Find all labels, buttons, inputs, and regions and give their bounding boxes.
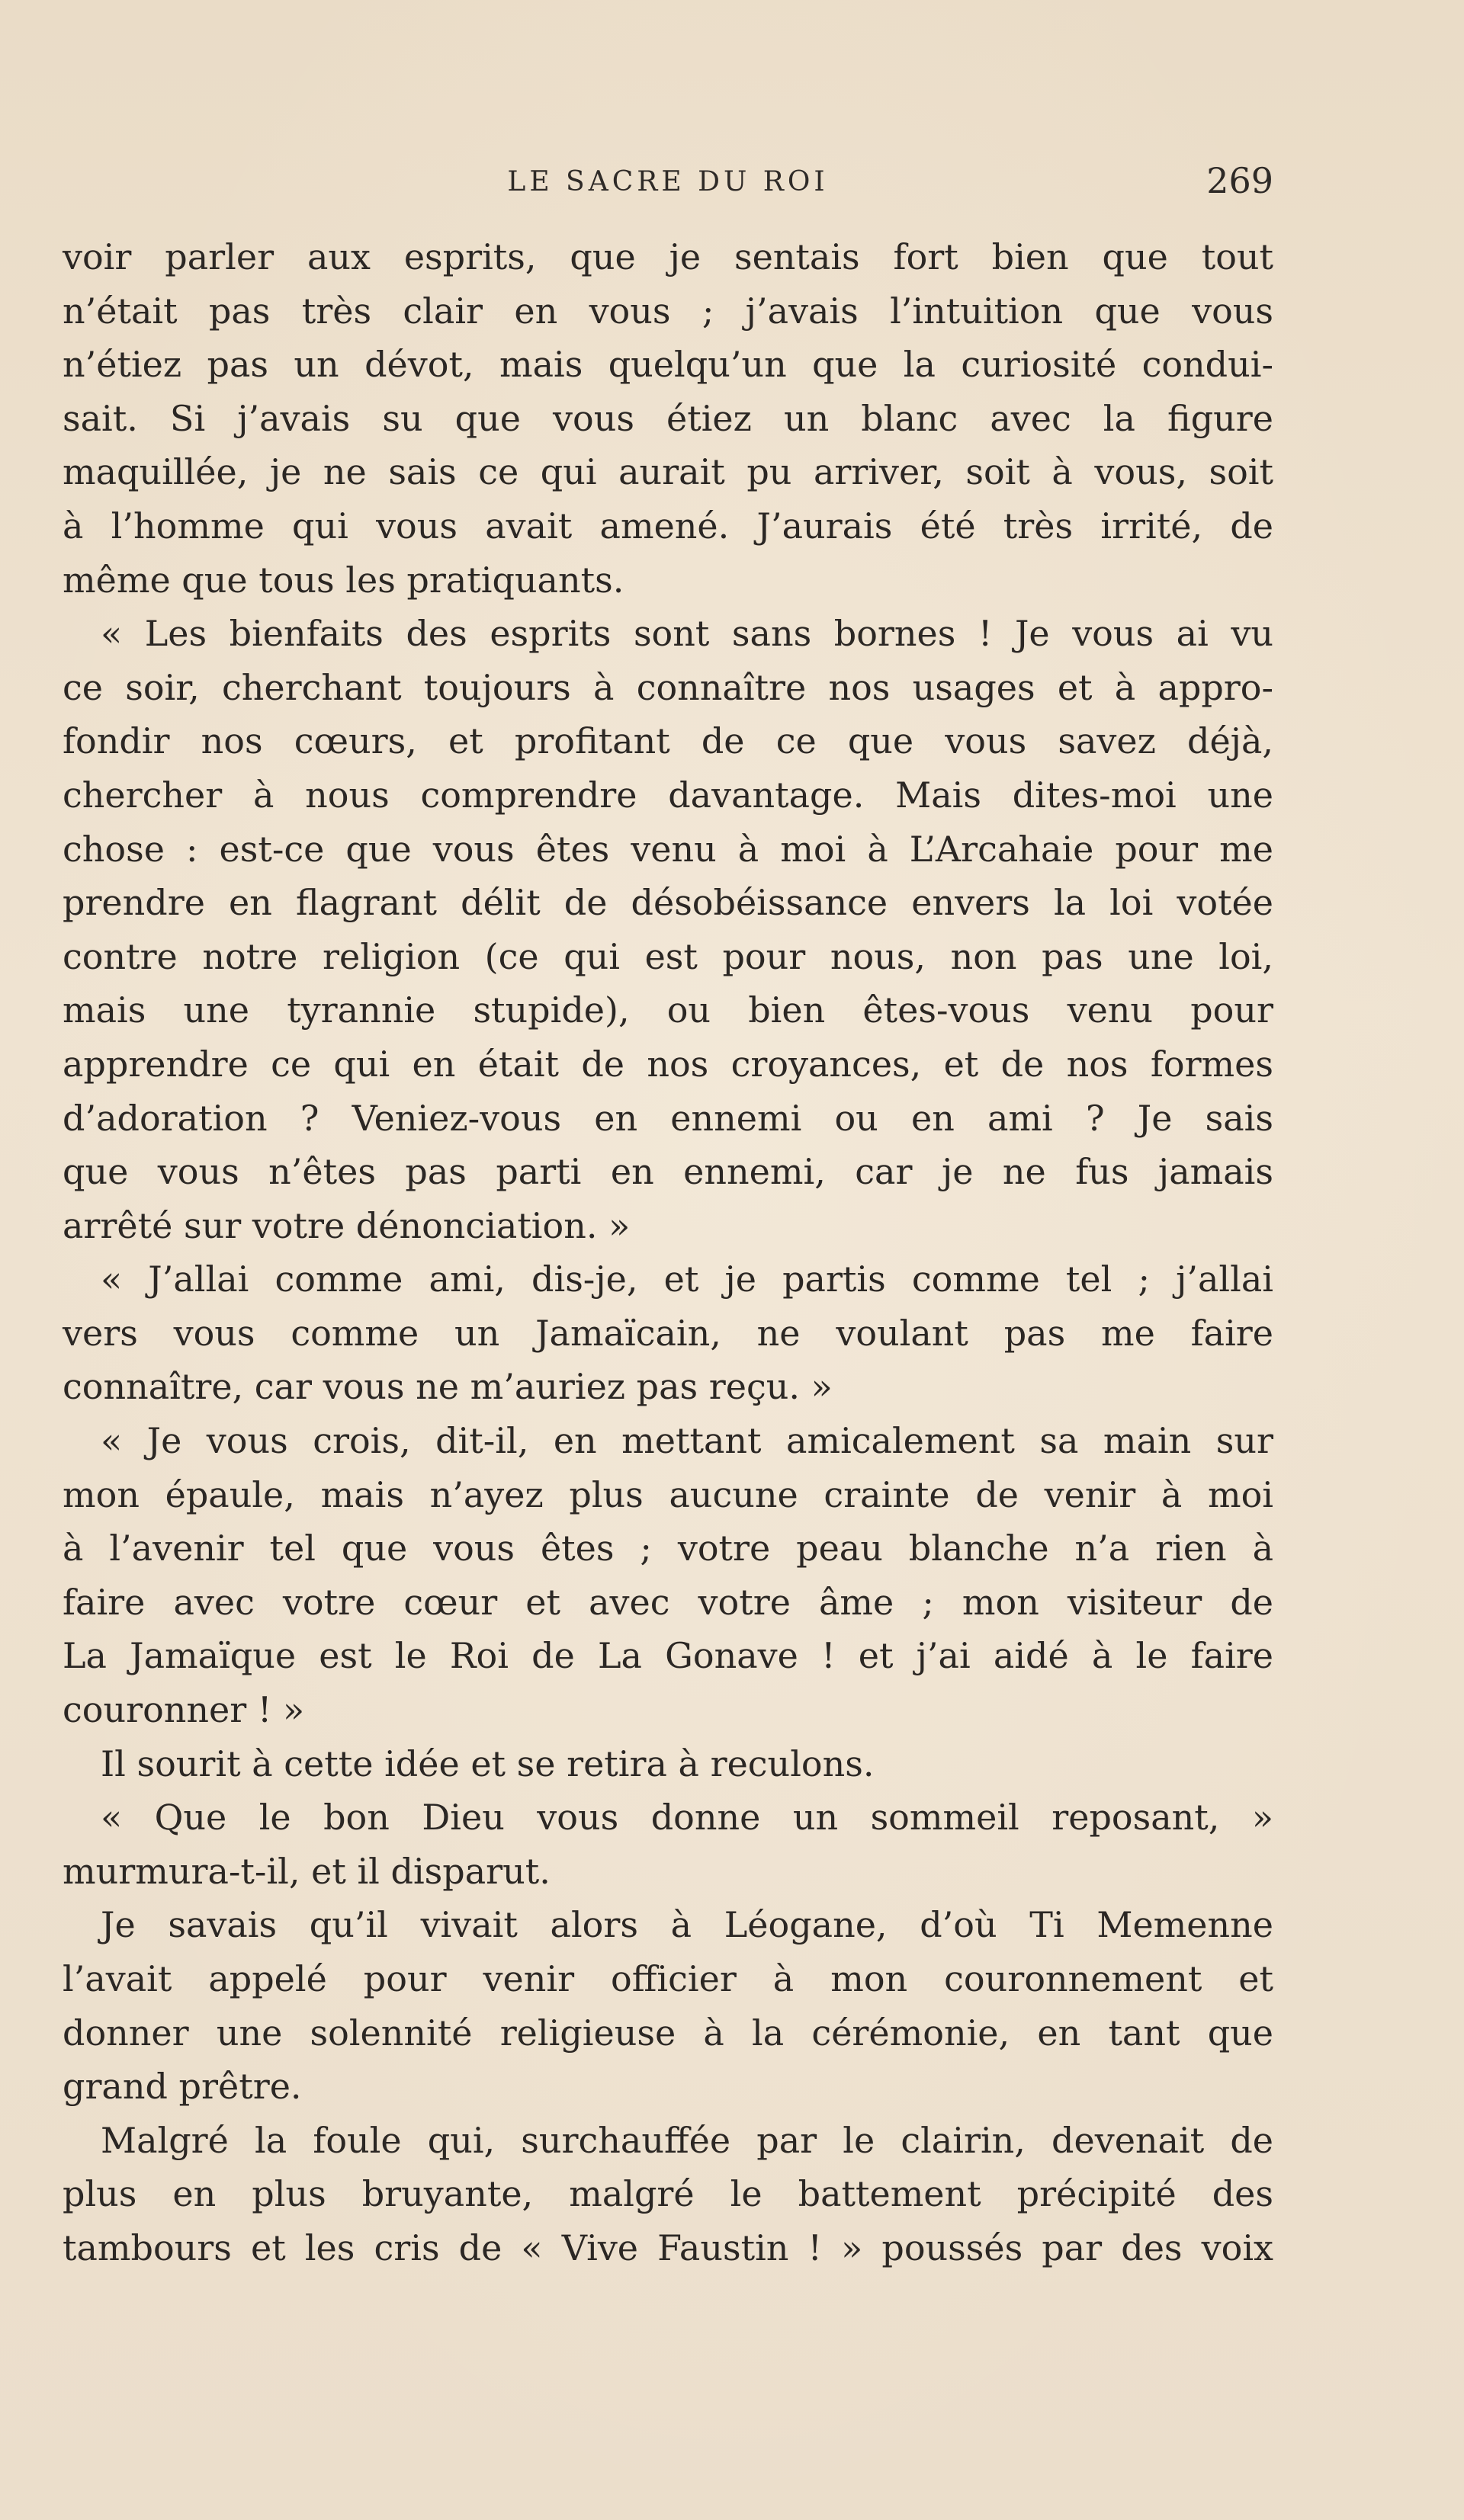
text-line: n’étiez pas un dévot, mais quelqu’un que la curiosité condui-: [63, 344, 1273, 386]
running-title: LE SACRE DU ROI: [507, 166, 829, 197]
text-line: Malgré la foule qui, surchauffée par le clairin, devenait de: [101, 2119, 1273, 2161]
text-line: « J’allai comme ami, dis-je, et je partis comme tel ; j’allai: [101, 1258, 1273, 1300]
text-line: que vous n’êtes pas parti en ennemi, car je ne fus jamais: [63, 1151, 1273, 1193]
text-line: apprendre ce qui en était de nos croyances, et de nos formes: [63, 1043, 1273, 1085]
text-line: « Que le bon Dieu vous donne un sommeil reposant, »: [101, 1797, 1273, 1839]
text-line: mais une tyrannie stupide), ou bien êtes-vous venu pour: [63, 989, 1273, 1031]
text-line: même que tous les pratiquants.: [63, 559, 624, 601]
text-line: l’avait appelé pour venir officier à mon couronnement et: [63, 1958, 1273, 1999]
text-line: murmura-t-il, et il disparut.: [63, 1850, 551, 1892]
text-line: La Jamaïque est le Roi de La Gonave ! et j’ai aidé à le faire: [63, 1635, 1273, 1677]
text-line: sait. Si j’avais su que vous étiez un blanc avec la figure: [63, 397, 1273, 439]
text-line: arrêté sur votre dénonciation. »: [63, 1204, 631, 1246]
text-line: prendre en flagrant délit de désobéissance envers la loi votée: [63, 882, 1273, 924]
text-line: faire avec votre cœur et avec votre âme ; mon visiteur de: [63, 1581, 1273, 1623]
page-number: 269: [1206, 160, 1273, 201]
text-line: voir parler aux esprits, que je sentais fort bien que tout: [63, 236, 1273, 277]
text-line: Je savais qu’il vivait alors à Léogane, d’où Ti Memenne: [101, 1904, 1273, 1946]
text-line: Il sourit à cette idée et se retira à reculons.: [101, 1743, 875, 1784]
text-line: maquillée, je ne sais ce qui aurait pu arriver, soit à vous, soit: [63, 451, 1273, 493]
text-line: ce soir, cherchant toujours à connaître nos usages et à appro-: [63, 666, 1273, 708]
text-line: mon épaule, mais n’ayez plus aucune crainte de venir à moi: [63, 1473, 1273, 1515]
text-line: tambours et les cris de « Vive Faustin ! » poussés par des voix: [63, 2227, 1273, 2268]
body-text: [63, 230, 1273, 2275]
text-line: n’était pas très clair en vous ; j’avais l’intuition que vous: [63, 290, 1273, 332]
text-line: connaître, car vous ne m’auriez pas reçu. »: [63, 1366, 833, 1408]
text-line: donner une solennité religieuse à la cérémonie, en tant que: [63, 2012, 1273, 2054]
text-line: d’adoration ? Veniez-vous en ennemi ou en ami ? Je sais: [63, 1097, 1273, 1139]
text-line: contre notre religion (ce qui est pour nous, non pas une loi,: [63, 935, 1273, 977]
text-line: plus en plus bruyante, malgré le battement précipité des: [63, 2173, 1273, 2215]
page-header: [63, 160, 1273, 206]
text-line: grand prêtre.: [63, 2066, 302, 2108]
text-line: « Je vous crois, dit-il, en mettant amicalement sa main sur: [101, 1420, 1273, 1462]
text-line: vers vous comme un Jamaïcain, ne voulant pas me faire: [63, 1312, 1273, 1354]
text-line: chose : est-ce que vous êtes venu à moi à L’Arcahaie pour me: [63, 828, 1273, 870]
text-line: fondir nos cœurs, et profitant de ce que vous savez déjà,: [63, 720, 1273, 762]
text-line: chercher à nous comprendre davantage. Mais dites-moi une: [63, 774, 1273, 816]
text-line: « Les bienfaits des esprits sont sans bornes ! Je vous ai vu: [101, 613, 1273, 655]
text-line: à l’avenir tel que vous êtes ; votre peau blanche n’a rien à: [63, 1528, 1273, 1569]
text-line: à l’homme qui vous avait amené. J’aurais été très irrité, de: [63, 505, 1273, 547]
text-line: couronner ! »: [63, 1689, 305, 1731]
